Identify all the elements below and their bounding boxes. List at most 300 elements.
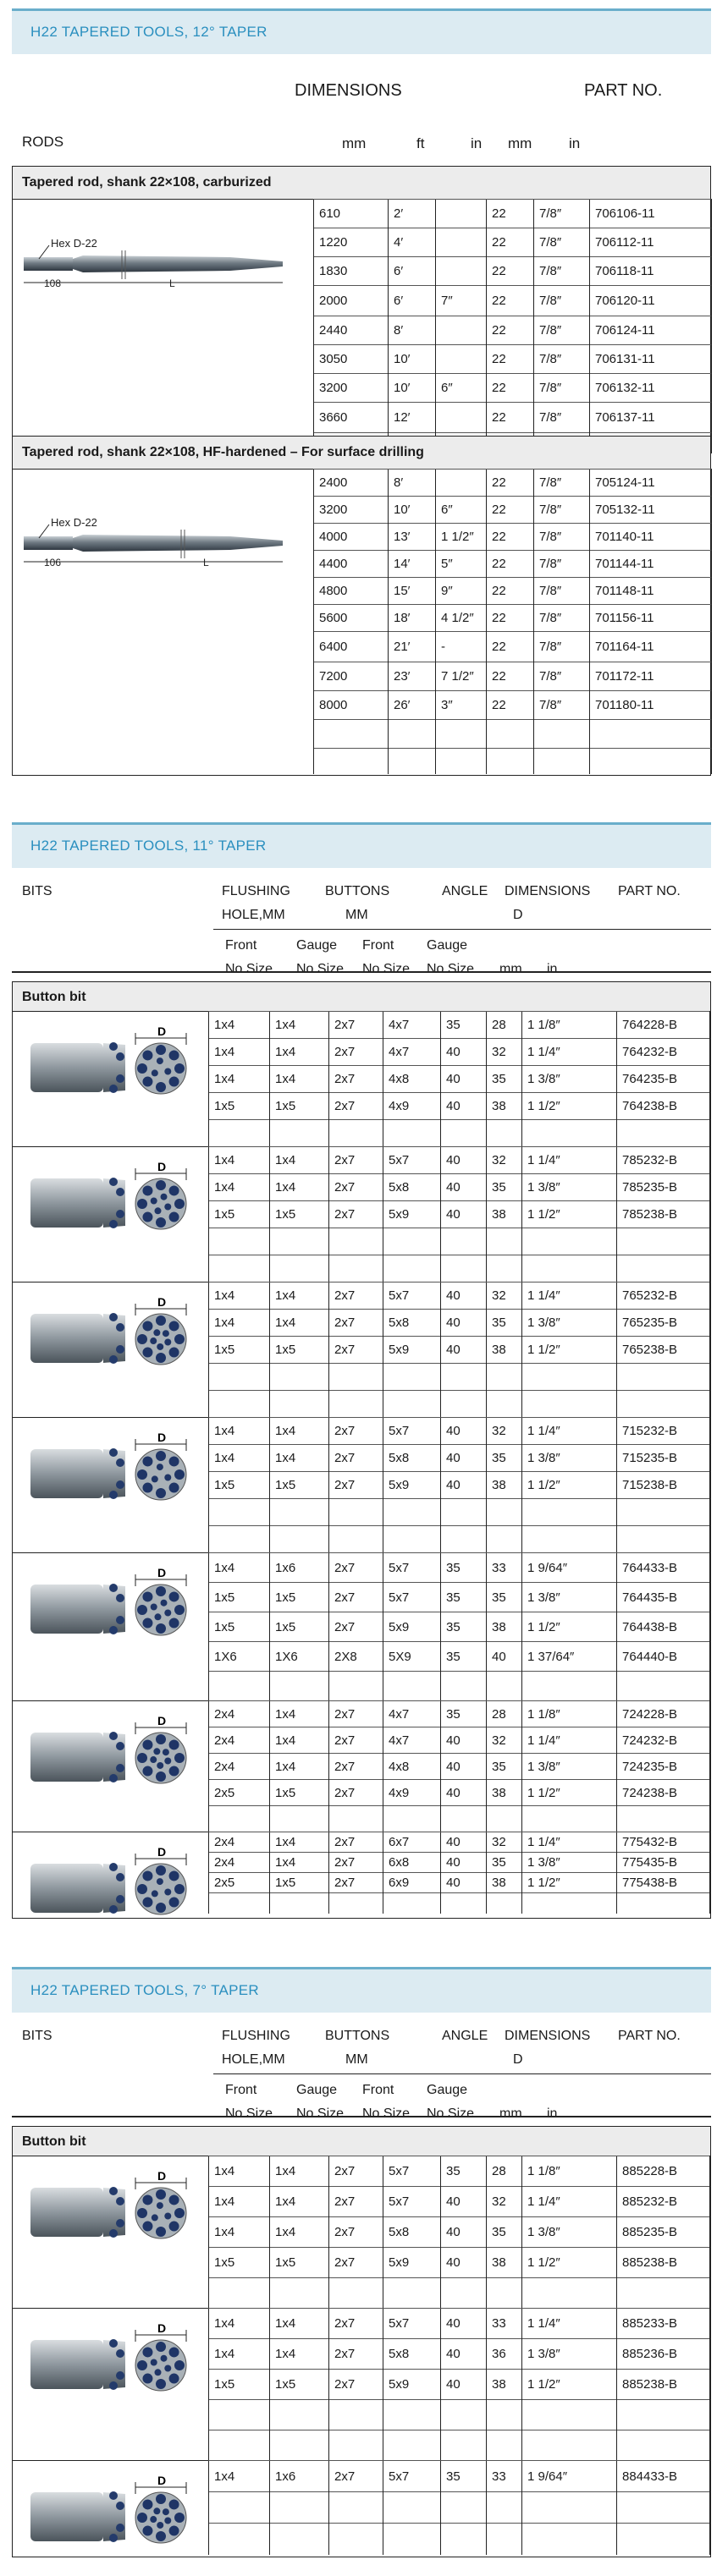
gauge-button xyxy=(169,1870,179,1881)
length-mm: 2000 xyxy=(314,286,389,316)
diameter-in: 1 1/2″ xyxy=(522,1873,617,1893)
gauge-button xyxy=(169,1618,179,1629)
blank-cell xyxy=(209,1255,270,1283)
blank-cell xyxy=(270,1364,329,1391)
d-heading: D xyxy=(513,908,523,922)
gauge-button xyxy=(137,1334,147,1344)
rule xyxy=(12,2116,711,2117)
buttons-gauge: 5x9 xyxy=(383,1472,441,1499)
flushing-front: 1x5 xyxy=(209,1201,270,1228)
part-no: 885233-B xyxy=(617,2309,710,2339)
front-button xyxy=(157,1057,163,1064)
blank-cell xyxy=(617,1255,710,1283)
gauge-button xyxy=(156,1217,166,1228)
gauge-button xyxy=(156,2342,166,2352)
part-no: 785238-B xyxy=(617,1201,710,1228)
diameter-label: D xyxy=(157,1026,167,1038)
bit-body xyxy=(30,1733,103,1782)
angle: 40 xyxy=(441,1201,487,1228)
gauge-button xyxy=(156,2494,166,2504)
length-ft: 26′ xyxy=(389,691,436,720)
diameter-mm: 38 xyxy=(487,1612,522,1642)
flushing-front: 1x5 xyxy=(209,1337,270,1364)
blank-cell xyxy=(270,1806,329,1832)
buttons-front: 2x7 xyxy=(329,1853,383,1873)
angle: 35 xyxy=(441,2461,487,2492)
angle: 40 xyxy=(441,1066,487,1093)
part-no: 885235-B xyxy=(617,2217,710,2248)
diameter-mm: 38 xyxy=(487,1780,522,1806)
table-row-blank xyxy=(314,720,712,749)
angle: 35 xyxy=(441,1701,487,1727)
blank-cell xyxy=(329,1806,383,1832)
gauge-button xyxy=(137,1884,147,1894)
flushing-gauge: 1x4 xyxy=(270,1418,329,1445)
part-no: 701172-11 xyxy=(590,662,712,691)
table-row xyxy=(209,1553,710,1583)
button-insert xyxy=(109,1626,118,1634)
angle: 40 xyxy=(441,1472,487,1499)
blank-cell xyxy=(270,2430,329,2461)
gauge-button xyxy=(169,1050,179,1060)
gauge-button xyxy=(156,2379,166,2389)
table-row xyxy=(209,2370,710,2400)
table-row-blank xyxy=(209,1806,710,1832)
flushing-gauge: 1x4 xyxy=(270,1445,329,1472)
angle: 40 xyxy=(441,1039,487,1066)
buttons-gauge: 5x7 xyxy=(383,1283,441,1310)
diameter-mm: 22 xyxy=(487,578,534,605)
length-in xyxy=(436,345,487,374)
table-row xyxy=(209,1147,710,1174)
blank-cell xyxy=(487,1228,522,1255)
flushing-gauge: 1x4 xyxy=(270,1832,329,1853)
front-button xyxy=(151,1603,157,1610)
button-insert xyxy=(116,1873,124,1881)
angle: 40 xyxy=(441,1853,487,1873)
length-mm: 6400 xyxy=(314,632,389,662)
blank-cell xyxy=(270,1672,329,1701)
diameter-mm: 22 xyxy=(487,470,534,497)
blank-cell xyxy=(209,1228,270,1255)
dimensions-heading: DIMENSIONS xyxy=(295,81,402,100)
front-button xyxy=(152,2214,158,2221)
blank-cell xyxy=(617,2524,710,2555)
buttons-front: 2x7 xyxy=(329,2187,383,2217)
blank-cell xyxy=(314,749,389,774)
buttons-front: 2x7 xyxy=(329,1701,383,1727)
part-no: 885236-B xyxy=(617,2339,710,2370)
diameter-in: 1 1/4″ xyxy=(522,1147,617,1174)
button-insert xyxy=(116,1345,124,1354)
mm2-heading: mm xyxy=(499,2106,522,2121)
diameter-mm: 32 xyxy=(487,1418,522,1445)
blank-cell xyxy=(617,2400,710,2430)
diameter-mm: 22 xyxy=(487,691,534,720)
gauge-button xyxy=(142,1766,152,1777)
button-insert xyxy=(109,1732,118,1740)
no-size3-heading: No Size xyxy=(362,2106,411,2121)
gauge-button xyxy=(156,2189,166,2200)
group1-table xyxy=(313,199,712,453)
table-row xyxy=(314,316,712,345)
gauge-button xyxy=(174,1753,185,1763)
diameter-mm: 32 xyxy=(487,1147,522,1174)
length-ft: 2′ xyxy=(389,200,436,228)
blank-cell xyxy=(441,1228,487,1255)
blank-cell xyxy=(487,2400,522,2430)
gauge-button xyxy=(169,1766,179,1777)
unit-ft: ft xyxy=(416,135,425,151)
part-no: 764440-B xyxy=(617,1642,710,1672)
front-button xyxy=(151,1197,157,1204)
button-insert xyxy=(116,2371,124,2380)
blank-cell xyxy=(617,2278,710,2309)
blank-cell xyxy=(329,1893,383,1914)
table-row xyxy=(209,2248,710,2278)
dimensions-heading: DIMENSIONS xyxy=(505,2029,591,2043)
table-row xyxy=(209,2339,710,2370)
buttons-gauge: 5x7 xyxy=(383,1553,441,1583)
part-no-heading: PART NO. xyxy=(618,2029,681,2043)
blank-cell xyxy=(522,2492,617,2524)
length-ft: 6′ xyxy=(389,257,436,286)
table-row xyxy=(314,497,712,524)
diameter-in: 1 3/8″ xyxy=(522,2339,617,2370)
diameter-mm: 38 xyxy=(487,1472,522,1499)
flushing-gauge: 1X6 xyxy=(270,1642,329,1672)
table-row xyxy=(314,524,712,551)
bit-body xyxy=(30,1585,103,1634)
button-insert xyxy=(116,2524,124,2532)
blank-cell xyxy=(487,1120,522,1147)
flushing-front: 1x4 xyxy=(209,2461,270,2492)
front-button xyxy=(164,2518,171,2524)
blank-cell xyxy=(209,2492,270,2524)
angle: 40 xyxy=(441,1754,487,1780)
gauge-button xyxy=(137,2513,147,2523)
length-mm: 4400 xyxy=(314,551,389,578)
length-in: 9″ xyxy=(436,578,487,605)
flushing-front: 2x5 xyxy=(209,1780,270,1806)
part-no: 705132-11 xyxy=(590,497,712,524)
button-bit-drawing xyxy=(25,1026,195,1111)
blank-cell xyxy=(522,1526,617,1553)
gauge-button xyxy=(142,2347,152,2357)
blank-cell xyxy=(383,2430,441,2461)
blank-cell xyxy=(383,2524,441,2555)
blank-cell xyxy=(383,1499,441,1526)
front-button xyxy=(157,1762,163,1769)
flushing-gauge: 1x5 xyxy=(270,1093,329,1120)
diameter-mm: 38 xyxy=(487,1201,522,1228)
blank-cell xyxy=(383,1806,441,1832)
blank-cell xyxy=(209,1391,270,1418)
front-button xyxy=(152,1475,158,1482)
blank-cell xyxy=(209,1672,270,1701)
flushing-heading: FLUSHING xyxy=(222,884,290,898)
diameter-in: 7/8″ xyxy=(534,316,590,345)
diameter-in: 7/8″ xyxy=(534,551,590,578)
button-insert xyxy=(116,1188,124,1196)
table-row-blank xyxy=(209,1672,710,1701)
flushing-gauge: 1x4 xyxy=(270,2217,329,2248)
buttons-front: 2x7 xyxy=(329,2461,383,2492)
gauge-button xyxy=(169,1077,179,1087)
buttons-gauge: 5X9 xyxy=(383,1642,441,1672)
diameter-mm: 38 xyxy=(487,1337,522,1364)
gauge-button xyxy=(174,1605,185,1615)
buttons-front: 2x7 xyxy=(329,1039,383,1066)
length-ft: 10′ xyxy=(389,374,436,403)
hole-mm-heading: HOLE,MM xyxy=(222,2052,285,2067)
button-insert xyxy=(116,1458,124,1467)
banner-title: H22 TAPERED TOOLS, 7° TAPER xyxy=(30,1982,259,1998)
buttons-gauge: 5x8 xyxy=(383,1310,441,1337)
flushing-front: 2x4 xyxy=(209,1832,270,1853)
table-row xyxy=(209,1283,710,1310)
part-no: 785232-B xyxy=(617,1147,710,1174)
front-button xyxy=(164,2213,171,2220)
gauge-button xyxy=(142,2526,152,2536)
front-button xyxy=(157,1464,163,1470)
flushing-front: 1x4 xyxy=(209,1418,270,1445)
diameter-in: 7/8″ xyxy=(534,374,590,403)
part-no: 701148-11 xyxy=(590,578,712,605)
gauge2-heading: Gauge xyxy=(427,2083,468,2097)
flushing-front: 2x5 xyxy=(209,1873,270,1893)
part-no: 885238-B xyxy=(617,2370,710,2400)
blank-cell xyxy=(383,1255,441,1283)
diameter-in: 7/8″ xyxy=(534,578,590,605)
buttons-front: 2x7 xyxy=(329,1093,383,1120)
part-no-heading: PART NO. xyxy=(618,884,681,898)
front-button xyxy=(153,2507,160,2514)
flushing-gauge: 1x5 xyxy=(270,1612,329,1642)
buttons-front: 2x7 xyxy=(329,2309,383,2339)
buttons-gauge: 5x7 xyxy=(383,2309,441,2339)
diameter-label: D xyxy=(157,1716,167,1727)
buttons-gauge: 6x8 xyxy=(383,1853,441,1873)
diameter-mm: 38 xyxy=(487,1873,522,1893)
flushing-gauge: 1x6 xyxy=(270,1553,329,1583)
table-row xyxy=(314,286,712,316)
blank-cell xyxy=(590,749,712,774)
flushing-gauge: 1x4 xyxy=(270,1147,329,1174)
front-button xyxy=(163,1749,169,1755)
button-insert xyxy=(116,2502,124,2510)
diameter-mm: 22 xyxy=(487,228,534,257)
table-row xyxy=(314,470,712,497)
table-row xyxy=(209,1472,710,1499)
bit-group-table xyxy=(208,1552,710,1701)
blank-cell xyxy=(487,1499,522,1526)
gauge-button xyxy=(156,1488,166,1498)
diameter-in: 1 3/8″ xyxy=(522,1066,617,1093)
gauge-button xyxy=(142,1185,152,1195)
angle: 40 xyxy=(441,1337,487,1364)
gauge-button xyxy=(142,2222,152,2232)
section-banner-12-taper xyxy=(12,8,711,54)
buttons-gauge: 4x7 xyxy=(383,1727,441,1754)
table-row xyxy=(209,1201,710,1228)
buttons-gauge: 5x7 xyxy=(383,2461,441,2492)
diameter-in: 1 1/2″ xyxy=(522,1201,617,1228)
button-insert xyxy=(109,1448,118,1457)
flushing-gauge: 1x5 xyxy=(270,1201,329,1228)
gauge-button xyxy=(137,1605,147,1615)
button-insert xyxy=(109,1220,118,1228)
blank-cell xyxy=(441,2400,487,2430)
gauge-heading: Gauge xyxy=(296,938,338,953)
front-button xyxy=(164,1610,171,1617)
diameter-label: D xyxy=(157,1432,167,1444)
diameter-in: 7/8″ xyxy=(534,200,590,228)
diameter-in: 1 1/4″ xyxy=(522,1727,617,1754)
diameter-in: 1 3/8″ xyxy=(522,1754,617,1780)
flushing-front: 1x4 xyxy=(209,1283,270,1310)
button-insert xyxy=(109,1085,118,1093)
part-no: 706112-11 xyxy=(590,228,712,257)
diameter-in: 7/8″ xyxy=(534,345,590,374)
buttons-front: 2x7 xyxy=(329,1066,383,1093)
no-size3-heading: No Size xyxy=(362,962,411,976)
bits-heading: BITS xyxy=(22,884,52,898)
flushing-front: 1x4 xyxy=(209,1039,270,1066)
buttons-front: 2x7 xyxy=(329,1310,383,1337)
part-no-heading: PART NO. xyxy=(584,81,663,100)
part-no: 765235-B xyxy=(617,1310,710,1337)
flushing-gauge: 1x4 xyxy=(270,1174,329,1201)
button-insert xyxy=(116,1052,124,1061)
flushing-front: 1x4 xyxy=(209,1553,270,1583)
gauge-button xyxy=(156,1180,166,1190)
part-no: 706124-11 xyxy=(590,316,712,345)
table-row xyxy=(209,1174,710,1201)
no-size2-heading: No Size xyxy=(296,2106,345,2121)
diameter-mm: 35 xyxy=(487,1754,522,1780)
angle: 40 xyxy=(441,1093,487,1120)
length-in xyxy=(436,403,487,433)
button-bit-drawing xyxy=(25,1568,195,1652)
gauge-button xyxy=(169,1483,179,1493)
part-no: 706106-11 xyxy=(590,200,712,228)
buttons-front: 2x7 xyxy=(329,2217,383,2248)
part-no: 715232-B xyxy=(617,1418,710,1445)
length-mm: 2440 xyxy=(314,316,389,345)
button-insert xyxy=(109,2187,118,2195)
table-row xyxy=(209,1780,710,1806)
gauge-button xyxy=(142,1348,152,1358)
button-insert xyxy=(116,1616,124,1624)
length-mm: 610 xyxy=(314,200,389,228)
gauge-button xyxy=(174,1469,185,1480)
front-heading: Front xyxy=(225,2083,257,2097)
angle: 35 xyxy=(441,1642,487,1672)
diameter-mm: 22 xyxy=(487,286,534,316)
flushing-front: 2x4 xyxy=(209,1727,270,1754)
front-button xyxy=(152,1069,158,1076)
front-button xyxy=(153,1748,160,1755)
diameter-label: D xyxy=(157,1568,167,1579)
rod-length-callout: L xyxy=(169,277,175,289)
gauge-button xyxy=(169,1212,179,1222)
front2-heading: Front xyxy=(362,938,394,953)
blank-cell xyxy=(329,1364,383,1391)
angle: 40 xyxy=(441,1873,487,1893)
front2-heading: Front xyxy=(362,2083,394,2097)
diameter-mm: 22 xyxy=(487,524,534,551)
rods-heading: RODS xyxy=(22,134,64,150)
part-no: 884433-B xyxy=(617,2461,710,2492)
front-button xyxy=(150,1337,157,1344)
bit-body xyxy=(30,2188,103,2237)
buttons-gauge: 5x8 xyxy=(383,2217,441,2248)
blank-cell xyxy=(329,2400,383,2430)
front-button xyxy=(154,2369,161,2376)
blank-cell xyxy=(209,2524,270,2555)
length-ft: 8′ xyxy=(389,316,436,345)
hex-leader xyxy=(39,245,49,259)
group1-label: Tapered rod, shank 22×108, carburized xyxy=(22,175,272,189)
buttons-gauge: 5x9 xyxy=(383,1201,441,1228)
bit-body xyxy=(30,2492,103,2541)
blank-cell xyxy=(522,2400,617,2430)
section-banner-7-taper xyxy=(12,1967,711,2013)
diameter-in: 1 37/64″ xyxy=(522,1642,617,1672)
button-insert xyxy=(116,2219,124,2227)
table-row xyxy=(209,1612,710,1642)
angle: 40 xyxy=(441,1780,487,1806)
gauge-button xyxy=(169,1348,179,1358)
angle: 40 xyxy=(441,2309,487,2339)
gauge-button xyxy=(169,2347,179,2357)
diameter-mm: 33 xyxy=(487,2461,522,2492)
diameter-in: 7/8″ xyxy=(534,632,590,662)
gauge-button xyxy=(174,1334,185,1344)
table-row-blank xyxy=(209,1391,710,1418)
blank-cell xyxy=(383,1672,441,1701)
gauge-button xyxy=(169,2222,179,2232)
flushing-front: 1x5 xyxy=(209,1472,270,1499)
tapered-rod-drawing-1 xyxy=(20,211,305,293)
angle: 40 xyxy=(441,1283,487,1310)
front-button xyxy=(152,1890,158,1897)
length-in xyxy=(436,316,487,345)
flushing-front: 1x5 xyxy=(209,1093,270,1120)
buttons-gauge: 4x7 xyxy=(383,1701,441,1727)
length-ft: 23′ xyxy=(389,662,436,691)
bit-group-table xyxy=(208,1146,710,1283)
table-row xyxy=(209,2309,710,2339)
gauge-button xyxy=(169,1321,179,1331)
length-in xyxy=(436,470,487,497)
table-row xyxy=(209,1642,710,1672)
diameter-in: 7/8″ xyxy=(534,524,590,551)
bit-body xyxy=(30,2340,103,2389)
part-no: 706132-11 xyxy=(590,374,712,403)
blank-cell xyxy=(329,1255,383,1283)
diameter-in: 1 1/4″ xyxy=(522,1418,617,1445)
table-row xyxy=(209,1873,710,1893)
blank-cell xyxy=(441,2430,487,2461)
diameter-in: 7/8″ xyxy=(534,470,590,497)
flushing-front: 2x4 xyxy=(209,1754,270,1780)
blank-cell xyxy=(617,1806,710,1832)
front-button xyxy=(164,2365,171,2372)
table-row xyxy=(209,1093,710,1120)
front-button xyxy=(157,1343,163,1350)
